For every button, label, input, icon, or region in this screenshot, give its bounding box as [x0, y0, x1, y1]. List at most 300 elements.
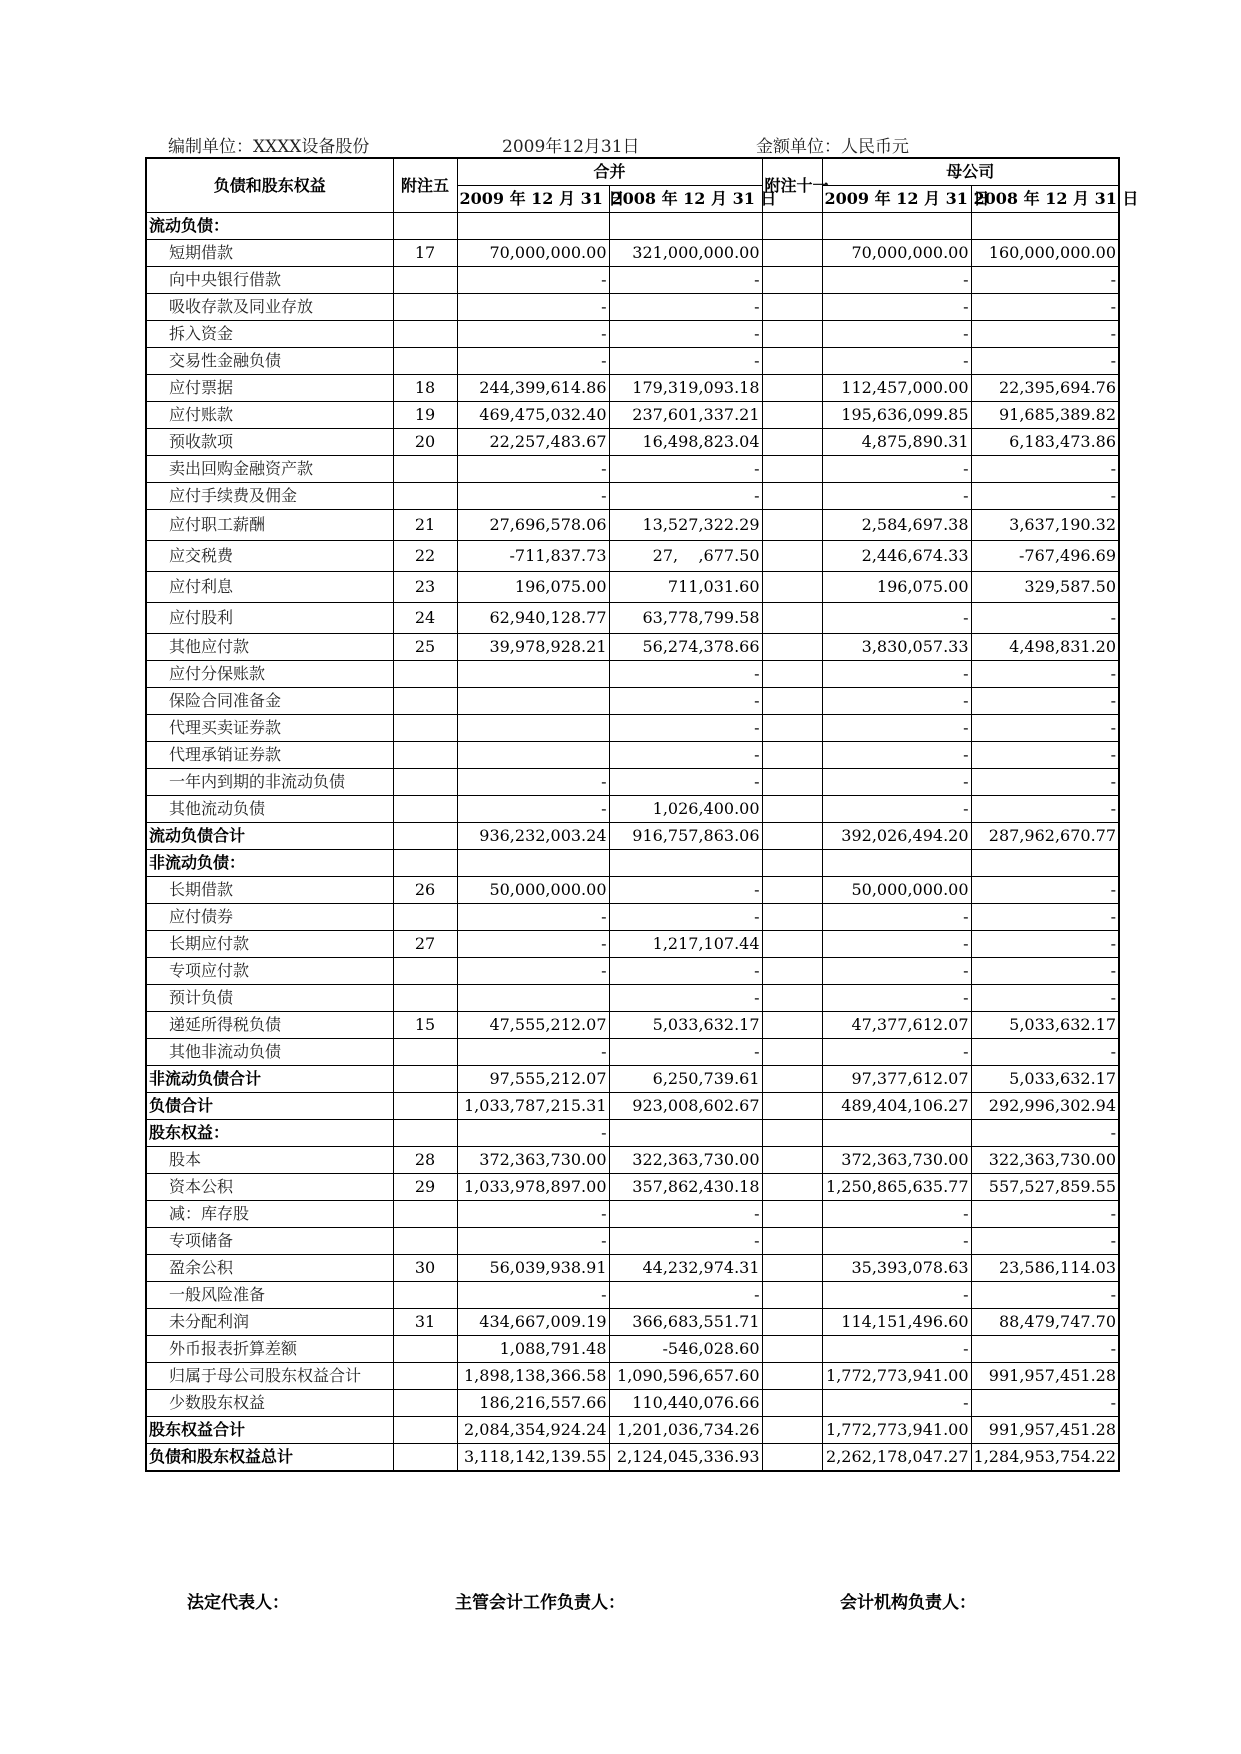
- table-row: [146, 1120, 1119, 1147]
- note-cell: [762, 603, 822, 634]
- value-cell: 2,584,697.38: [822, 510, 971, 541]
- value-cell: -: [457, 321, 609, 348]
- row-label: 股东权益：: [146, 1120, 393, 1147]
- reporting-entity: 编制单位：XXXX设备股份: [168, 137, 370, 157]
- value-cell: 56,039,938.91: [457, 1255, 609, 1282]
- note-cell: [762, 1093, 822, 1120]
- value-cell: -: [457, 348, 609, 375]
- value-cell: -: [971, 742, 1119, 769]
- value-cell: -: [971, 688, 1119, 715]
- table-row: [146, 402, 1119, 429]
- note-cell: [762, 510, 822, 541]
- note-cell: 24: [393, 603, 457, 634]
- note-cell: [762, 634, 822, 661]
- table-row: [146, 603, 1119, 634]
- value-cell: -: [457, 958, 609, 985]
- table-body: [146, 213, 1119, 1472]
- value-cell: -: [971, 985, 1119, 1012]
- row-label: 一般风险准备: [146, 1282, 393, 1309]
- value-cell: [457, 661, 609, 688]
- value-cell: -: [822, 985, 971, 1012]
- row-label: 预计负债: [146, 985, 393, 1012]
- value-cell: [457, 985, 609, 1012]
- value-cell: 557,527,859.55: [971, 1174, 1119, 1201]
- note-cell: 21: [393, 510, 457, 541]
- value-cell: 195,636,099.85: [822, 402, 971, 429]
- value-cell: 329,587.50: [971, 572, 1119, 603]
- value-cell: -: [971, 715, 1119, 742]
- value-cell: 110,440,076.66: [609, 1390, 762, 1417]
- note-cell: [762, 1417, 822, 1444]
- row-label: 应付职工薪酬: [146, 510, 393, 541]
- row-label: 应交税费: [146, 541, 393, 572]
- value-cell: 35,393,078.63: [822, 1255, 971, 1282]
- value-cell: -: [971, 904, 1119, 931]
- value-cell: 27, ,677.50: [609, 541, 762, 572]
- row-label: 应付股利: [146, 603, 393, 634]
- value-cell: 22,257,483.67: [457, 429, 609, 456]
- note-cell: [762, 483, 822, 510]
- note-cell: [762, 541, 822, 572]
- date-column-header: 2008 年 12 月 31 日: [971, 186, 1119, 213]
- value-cell: -: [822, 742, 971, 769]
- note-cell: [762, 1120, 822, 1147]
- note-cell: [762, 1444, 822, 1472]
- note-cell: [393, 850, 457, 877]
- row-label: 减：库存股: [146, 1201, 393, 1228]
- value-cell: -: [609, 769, 762, 796]
- value-cell: -: [971, 456, 1119, 483]
- table-row: [146, 348, 1119, 375]
- table-row: [146, 1147, 1119, 1174]
- value-cell: -: [822, 1390, 971, 1417]
- value-cell: -: [822, 1201, 971, 1228]
- note-cell: [393, 1390, 457, 1417]
- value-cell: 4,498,831.20: [971, 634, 1119, 661]
- table-row: [146, 1336, 1119, 1363]
- note-cell: [762, 931, 822, 958]
- value-cell: 292,996,302.94: [971, 1093, 1119, 1120]
- note-cell: [393, 321, 457, 348]
- value-cell: 2,262,178,047.27: [822, 1444, 971, 1472]
- value-cell: -: [457, 1039, 609, 1066]
- value-cell: -: [457, 456, 609, 483]
- note-cell: [762, 985, 822, 1012]
- value-cell: -: [609, 985, 762, 1012]
- value-cell: [971, 213, 1119, 240]
- value-cell: 936,232,003.24: [457, 823, 609, 850]
- currency-unit: 金额单位：人民币元: [756, 137, 909, 157]
- row-label: 应付债券: [146, 904, 393, 931]
- value-cell: 1,201,036,734.26: [609, 1417, 762, 1444]
- note-cell: [393, 456, 457, 483]
- note-cell: 25: [393, 634, 457, 661]
- value-cell: 112,457,000.00: [822, 375, 971, 402]
- value-cell: 1,772,773,941.00: [822, 1417, 971, 1444]
- note-cell: [393, 796, 457, 823]
- value-cell: 3,118,142,139.55: [457, 1444, 609, 1472]
- row-label: 负债和股东权益总计: [146, 1444, 393, 1472]
- note-cell: [762, 1255, 822, 1282]
- note-cell: [762, 213, 822, 240]
- value-cell: -: [822, 661, 971, 688]
- value-cell: 287,962,670.77: [971, 823, 1119, 850]
- note-cell: [762, 1174, 822, 1201]
- note-cell: [762, 240, 822, 267]
- date-column-header: 2009 年 12 月 31 日: [822, 186, 971, 213]
- value-cell: 1,772,773,941.00: [822, 1363, 971, 1390]
- note-cell: [762, 1147, 822, 1174]
- note-cell: [393, 769, 457, 796]
- row-label: 应付分保账款: [146, 661, 393, 688]
- value-cell: 6,183,473.86: [971, 429, 1119, 456]
- value-cell: 23,586,114.03: [971, 1255, 1119, 1282]
- value-cell: -: [609, 456, 762, 483]
- value-cell: [609, 213, 762, 240]
- value-cell: 489,404,106.27: [822, 1093, 971, 1120]
- value-cell: [457, 742, 609, 769]
- note-cell: 26: [393, 877, 457, 904]
- table-row: [146, 321, 1119, 348]
- note-cell: [393, 958, 457, 985]
- note-cell: [762, 267, 822, 294]
- value-cell: [609, 1120, 762, 1147]
- note-cell: [762, 1201, 822, 1228]
- value-cell: 1,033,787,215.31: [457, 1093, 609, 1120]
- value-cell: 2,124,045,336.93: [609, 1444, 762, 1472]
- value-cell: 2,084,354,924.24: [457, 1417, 609, 1444]
- value-cell: 434,667,009.19: [457, 1309, 609, 1336]
- row-label: 股本: [146, 1147, 393, 1174]
- value-cell: 5,033,632.17: [971, 1012, 1119, 1039]
- table-row: [146, 931, 1119, 958]
- note-cell: [762, 688, 822, 715]
- value-cell: 366,683,551.71: [609, 1309, 762, 1336]
- value-cell: -: [609, 1039, 762, 1066]
- table-row: [146, 1444, 1119, 1472]
- note-cell: [762, 1039, 822, 1066]
- value-cell: 2,446,674.33: [822, 541, 971, 572]
- value-cell: -767,496.69: [971, 541, 1119, 572]
- note-cell: [393, 715, 457, 742]
- value-cell: -: [971, 796, 1119, 823]
- row-label: 归属于母公司股东权益合计: [146, 1363, 393, 1390]
- row-label: 递延所得税负债: [146, 1012, 393, 1039]
- value-cell: -: [971, 931, 1119, 958]
- value-cell: -: [822, 1039, 971, 1066]
- value-cell: -: [609, 715, 762, 742]
- table-row: [146, 1282, 1119, 1309]
- value-cell: -: [822, 294, 971, 321]
- note-cell: [762, 321, 822, 348]
- note-cell: [393, 1363, 457, 1390]
- value-cell: -: [822, 483, 971, 510]
- note-cell: [393, 1228, 457, 1255]
- value-cell: 1,250,865,635.77: [822, 1174, 971, 1201]
- value-cell: 923,008,602.67: [609, 1093, 762, 1120]
- value-cell: -: [457, 1228, 609, 1255]
- note-cell: [393, 1039, 457, 1066]
- row-label: 其他应付款: [146, 634, 393, 661]
- signature-footer: [0, 1588, 1241, 1612]
- table-row: [146, 240, 1119, 267]
- note-cell: [762, 904, 822, 931]
- value-cell: -: [457, 796, 609, 823]
- value-cell: 27,696,578.06: [457, 510, 609, 541]
- value-cell: 1,026,400.00: [609, 796, 762, 823]
- note-cell: [762, 661, 822, 688]
- table-row: [146, 294, 1119, 321]
- note-cell: [393, 985, 457, 1012]
- value-cell: 1,090,596,657.60: [609, 1363, 762, 1390]
- table-row: [146, 1039, 1119, 1066]
- value-cell: -: [457, 1201, 609, 1228]
- value-cell: -: [822, 1228, 971, 1255]
- note-cell: 28: [393, 1147, 457, 1174]
- value-cell: 47,377,612.07: [822, 1012, 971, 1039]
- value-cell: 63,778,799.58: [609, 603, 762, 634]
- row-label: 吸收存款及同业存放: [146, 294, 393, 321]
- value-cell: 179,319,093.18: [609, 375, 762, 402]
- value-cell: -: [971, 294, 1119, 321]
- report-date: 2009年12月31日: [502, 137, 640, 157]
- table-row: [146, 1228, 1119, 1255]
- value-cell: -: [457, 1120, 609, 1147]
- value-cell: -: [609, 483, 762, 510]
- row-label: 向中央银行借款: [146, 267, 393, 294]
- note-cell: [393, 1066, 457, 1093]
- value-cell: -: [609, 294, 762, 321]
- row-label: 拆入资金: [146, 321, 393, 348]
- row-label: 代理承销证券款: [146, 742, 393, 769]
- value-cell: 97,555,212.07: [457, 1066, 609, 1093]
- row-label: 负债合计: [146, 1093, 393, 1120]
- note-cell: 15: [393, 1012, 457, 1039]
- table-row: [146, 877, 1119, 904]
- note-cell: [762, 850, 822, 877]
- note-cell: [393, 823, 457, 850]
- value-cell: 91,685,389.82: [971, 402, 1119, 429]
- value-cell: 1,898,138,366.58: [457, 1363, 609, 1390]
- row-label: 盈余公积: [146, 1255, 393, 1282]
- value-cell: 916,757,863.06: [609, 823, 762, 850]
- note-cell: 19: [393, 402, 457, 429]
- value-cell: -: [971, 321, 1119, 348]
- note-cell: 18: [393, 375, 457, 402]
- table-row: [146, 985, 1119, 1012]
- value-cell: -: [609, 742, 762, 769]
- note-cell: [762, 375, 822, 402]
- value-cell: -711,837.73: [457, 541, 609, 572]
- table-row: [146, 1309, 1119, 1336]
- value-cell: -: [609, 1228, 762, 1255]
- table-row: [146, 1255, 1119, 1282]
- table-row: [146, 1093, 1119, 1120]
- value-cell: [822, 850, 971, 877]
- note-cell: [393, 1120, 457, 1147]
- table-row: [146, 634, 1119, 661]
- value-cell: -: [971, 348, 1119, 375]
- table-row: [146, 510, 1119, 541]
- value-cell: -: [609, 958, 762, 985]
- value-cell: -: [971, 1201, 1119, 1228]
- value-cell: 5,033,632.17: [971, 1066, 1119, 1093]
- note-cell: [762, 402, 822, 429]
- value-cell: -: [609, 1282, 762, 1309]
- note-cell: [762, 1228, 822, 1255]
- table-row: [146, 661, 1119, 688]
- note-cell: [393, 661, 457, 688]
- note-cell: [762, 1282, 822, 1309]
- value-cell: 50,000,000.00: [822, 877, 971, 904]
- note-cell: [393, 1201, 457, 1228]
- row-label: 应付利息: [146, 572, 393, 603]
- value-cell: [822, 213, 971, 240]
- note-cell: 27: [393, 931, 457, 958]
- table-row: [146, 483, 1119, 510]
- value-cell: [457, 213, 609, 240]
- value-cell: -: [822, 931, 971, 958]
- value-cell: -: [457, 483, 609, 510]
- note-cell: [393, 904, 457, 931]
- item-column-header: 负债和股东权益: [146, 158, 393, 213]
- value-cell: 22,395,694.76: [971, 375, 1119, 402]
- value-cell: 322,363,730.00: [609, 1147, 762, 1174]
- value-cell: -: [971, 603, 1119, 634]
- value-cell: 1,088,791.48: [457, 1336, 609, 1363]
- note-cell: [393, 348, 457, 375]
- value-cell: [971, 850, 1119, 877]
- row-label: 一年内到期的非流动负债: [146, 769, 393, 796]
- note-cell: [762, 742, 822, 769]
- note-cell: 29: [393, 1174, 457, 1201]
- value-cell: 6,250,739.61: [609, 1066, 762, 1093]
- value-cell: -: [822, 904, 971, 931]
- value-cell: -: [971, 1282, 1119, 1309]
- value-cell: -: [971, 1336, 1119, 1363]
- table-row: [146, 904, 1119, 931]
- value-cell: 47,555,212.07: [457, 1012, 609, 1039]
- note-cell: [762, 456, 822, 483]
- note-cell: [762, 572, 822, 603]
- row-label: 保险合同准备金: [146, 688, 393, 715]
- table-row: [146, 850, 1119, 877]
- row-label: 流动负债合计: [146, 823, 393, 850]
- value-cell: 1,217,107.44: [609, 931, 762, 958]
- table-row: [146, 375, 1119, 402]
- table-row: [146, 429, 1119, 456]
- value-cell: -: [971, 1039, 1119, 1066]
- value-cell: -: [609, 661, 762, 688]
- row-label: 少数股东权益: [146, 1390, 393, 1417]
- note-cell: [762, 1336, 822, 1363]
- value-cell: -: [609, 877, 762, 904]
- value-cell: 196,075.00: [822, 572, 971, 603]
- row-label: 股东权益合计: [146, 1417, 393, 1444]
- note-column-header-parent: 附注十一: [762, 158, 822, 213]
- value-cell: -: [609, 348, 762, 375]
- row-label: 外币报表折算差额: [146, 1336, 393, 1363]
- value-cell: -: [822, 321, 971, 348]
- value-cell: -: [971, 661, 1119, 688]
- note-cell: [393, 688, 457, 715]
- value-cell: 50,000,000.00: [457, 877, 609, 904]
- note-cell: [393, 1444, 457, 1472]
- note-cell: [762, 1309, 822, 1336]
- value-cell: 160,000,000.00: [971, 240, 1119, 267]
- accounting-dept-head-label: 会计机构负责人：: [840, 1593, 976, 1613]
- value-cell: 322,363,730.00: [971, 1147, 1119, 1174]
- value-cell: -: [457, 769, 609, 796]
- table-row: [146, 1174, 1119, 1201]
- table-row: [146, 1066, 1119, 1093]
- value-cell: -: [609, 267, 762, 294]
- note-cell: [393, 1336, 457, 1363]
- note-cell: [393, 1417, 457, 1444]
- value-cell: -: [457, 931, 609, 958]
- row-label: 短期借款: [146, 240, 393, 267]
- note-cell: [393, 1093, 457, 1120]
- note-cell: [762, 348, 822, 375]
- note-cell: [762, 715, 822, 742]
- value-cell: 88,479,747.70: [971, 1309, 1119, 1336]
- row-label: 应付账款: [146, 402, 393, 429]
- note-cell: [762, 823, 822, 850]
- note-cell: [393, 1282, 457, 1309]
- note-cell: 22: [393, 541, 457, 572]
- row-label: 卖出回购金融资产款: [146, 456, 393, 483]
- note-cell: [762, 294, 822, 321]
- value-cell: 469,475,032.40: [457, 402, 609, 429]
- value-cell: -: [822, 688, 971, 715]
- note-cell: [762, 1012, 822, 1039]
- value-cell: -: [457, 904, 609, 931]
- row-label: 交易性金融负债: [146, 348, 393, 375]
- value-cell: -: [822, 796, 971, 823]
- value-cell: [457, 850, 609, 877]
- value-cell: 711,031.60: [609, 572, 762, 603]
- value-cell: 70,000,000.00: [457, 240, 609, 267]
- row-label: 其他非流动负债: [146, 1039, 393, 1066]
- date-column-header: 2009 年 12 月 31 日: [457, 186, 609, 213]
- value-cell: 56,274,378.66: [609, 634, 762, 661]
- value-cell: 321,000,000.00: [609, 240, 762, 267]
- value-cell: -: [971, 877, 1119, 904]
- note-cell: [762, 769, 822, 796]
- row-label: 应付手续费及佣金: [146, 483, 393, 510]
- note-cell: [393, 294, 457, 321]
- note-cell: 23: [393, 572, 457, 603]
- value-cell: 991,957,451.28: [971, 1417, 1119, 1444]
- table-row: [146, 456, 1119, 483]
- note-cell: [393, 267, 457, 294]
- value-cell: 3,637,190.32: [971, 510, 1119, 541]
- row-label: 流动负债：: [146, 213, 393, 240]
- note-cell: [762, 796, 822, 823]
- value-cell: -: [822, 348, 971, 375]
- row-label: 长期借款: [146, 877, 393, 904]
- table-row: [146, 796, 1119, 823]
- value-cell: 372,363,730.00: [457, 1147, 609, 1174]
- value-cell: -: [971, 1120, 1119, 1147]
- value-cell: 372,363,730.00: [822, 1147, 971, 1174]
- value-cell: -: [822, 603, 971, 634]
- table-row: [146, 1390, 1119, 1417]
- value-cell: -: [609, 688, 762, 715]
- accounting-head-label: 主管会计工作负责人：: [455, 1593, 625, 1613]
- value-cell: 16,498,823.04: [609, 429, 762, 456]
- row-label: 应付票据: [146, 375, 393, 402]
